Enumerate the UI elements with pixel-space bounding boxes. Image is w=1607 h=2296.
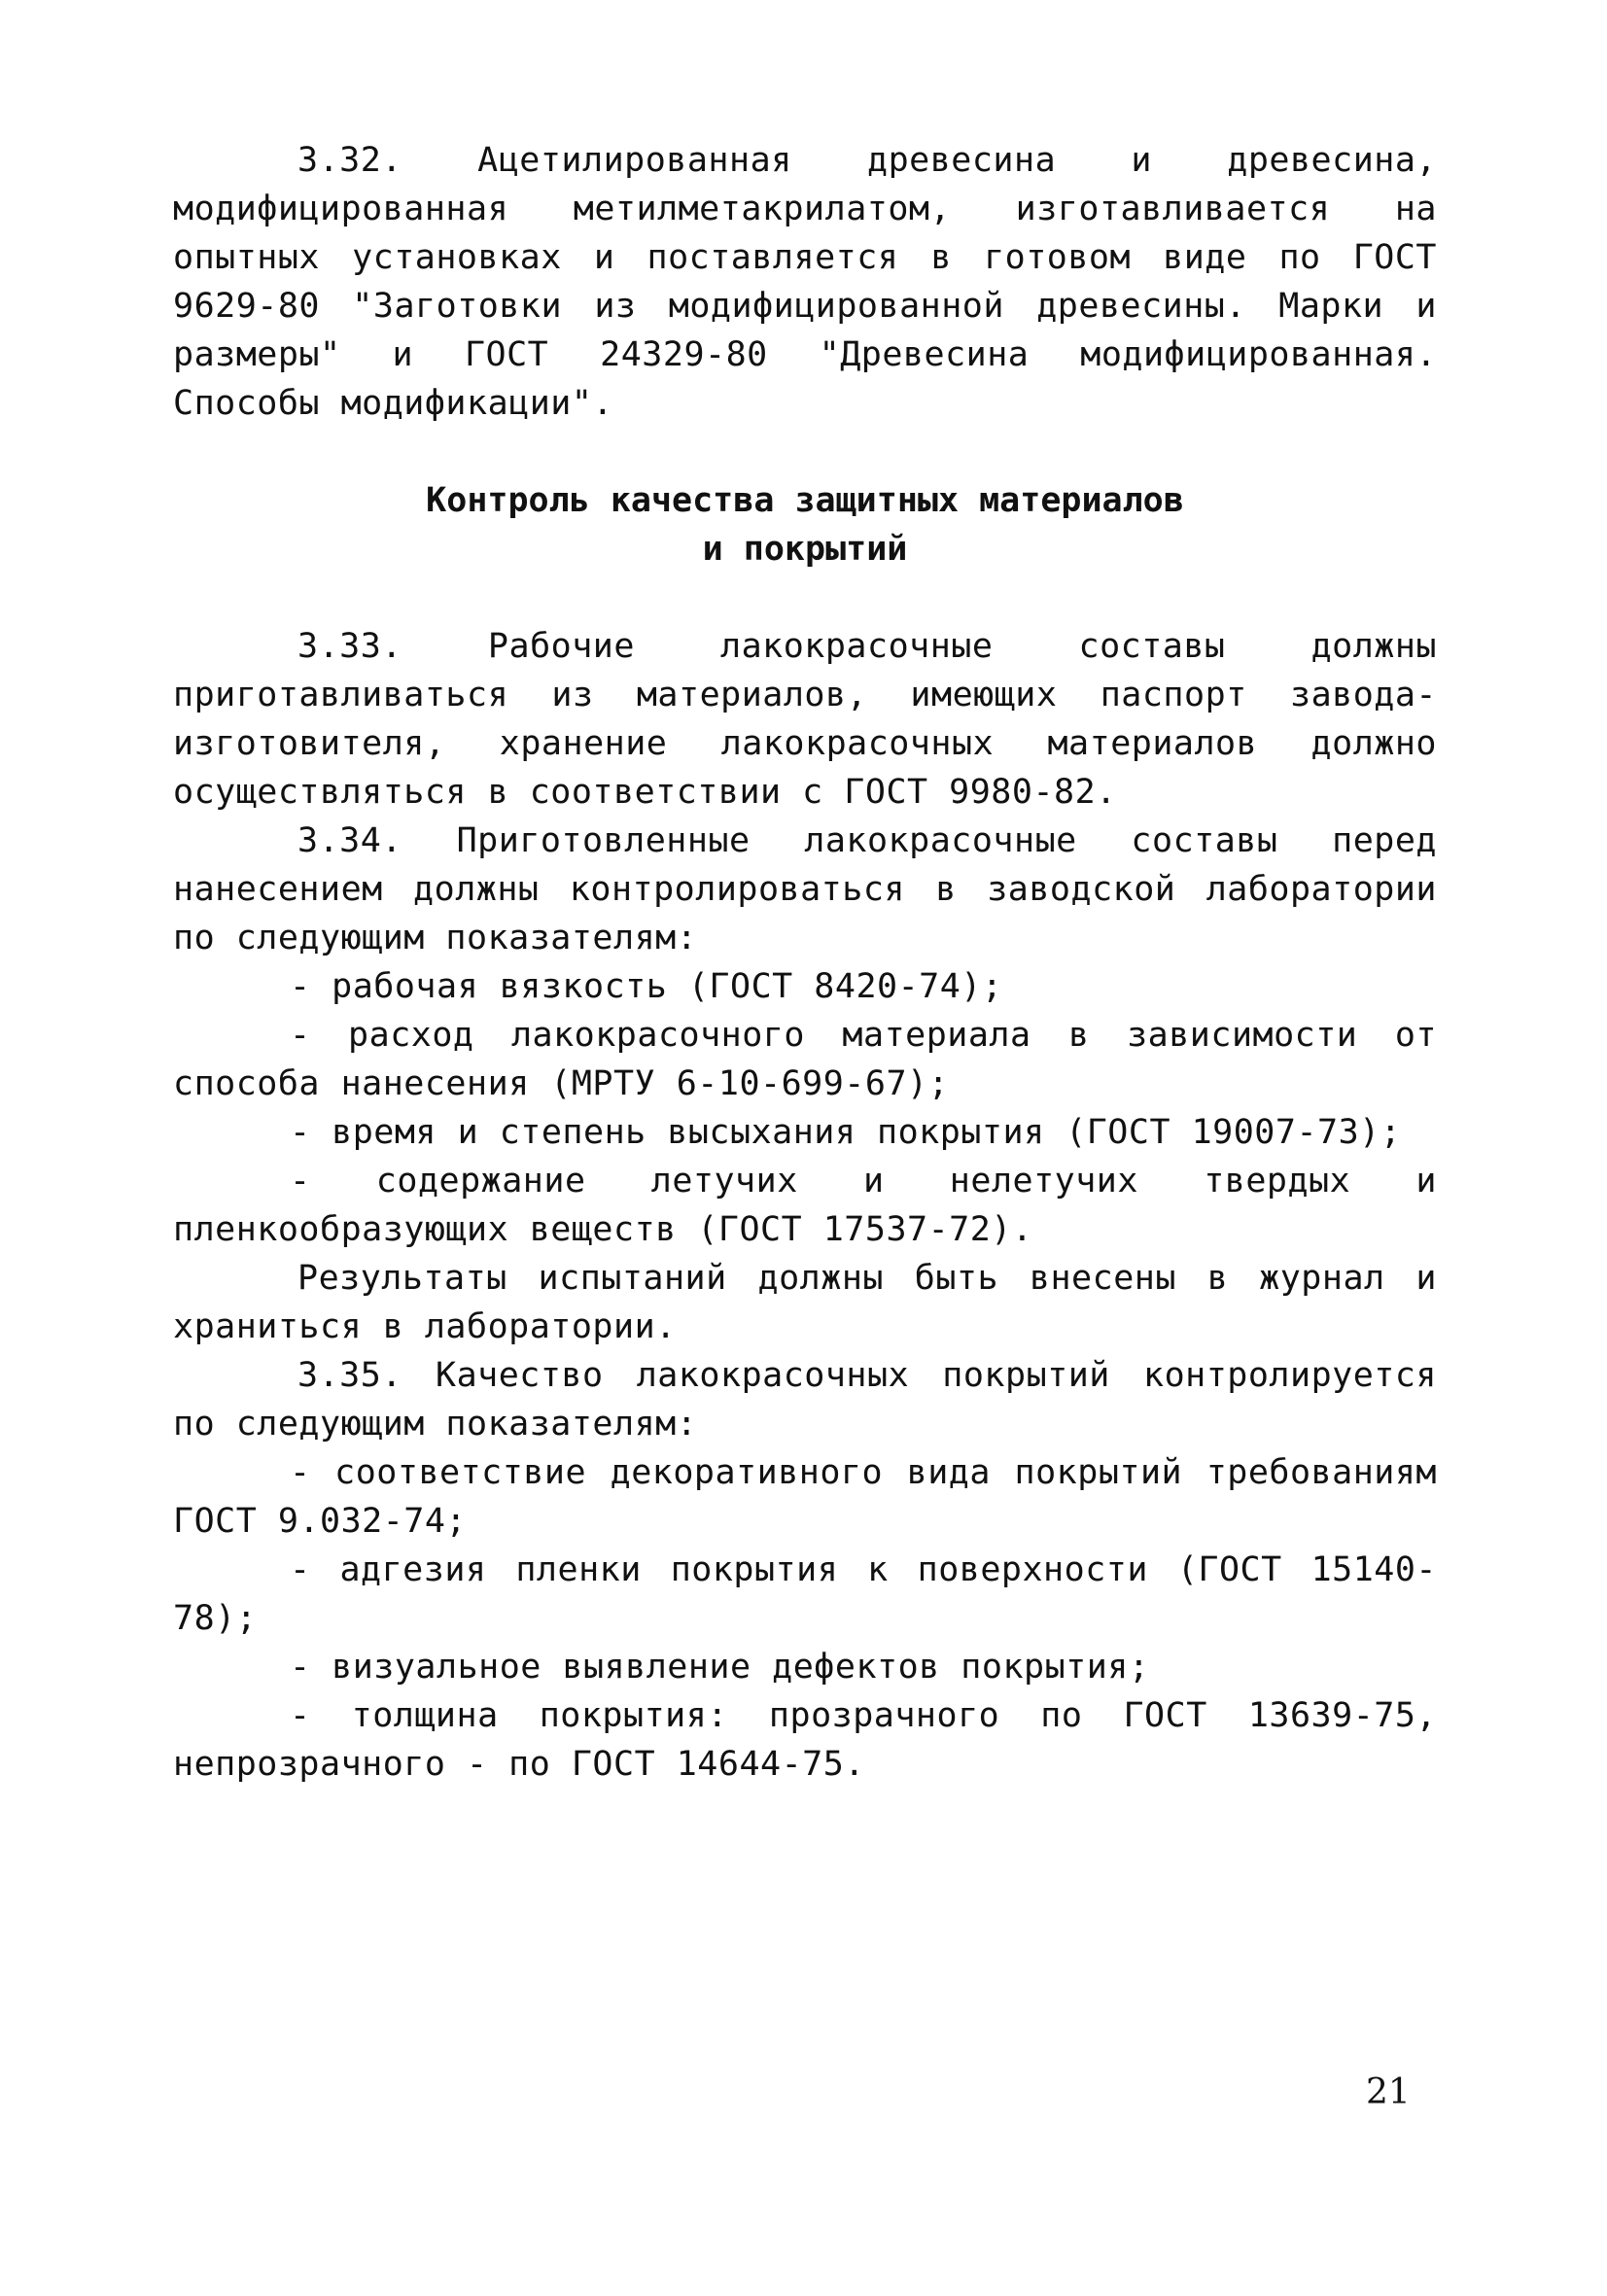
paragraph-3-35-intro: 3.35. Качество лакокрасочных покрытий контролируется по следующим показателям: [173,1356,1437,1444]
heading-line-2: и покрытий [702,530,908,569]
list-item: - время и степень высыхания покрытия (ГОСТ 19007-73); [290,1113,1402,1152]
page-number: 21 [1366,2072,1411,2112]
list-item: - содержание летучих и нелетучих твердых и пленкообразующих веществ (ГОСТ 17537-72). [173,1162,1437,1249]
list-item: - адгезия пленки покрытия к поверхности (ГОСТ 15140-78); [173,1550,1437,1638]
paragraph-3-34-intro: 3.34. Приготовленные лакокрасочные составы перед нанесением должны контролироваться в заводской лаборатории по следующим показателям: [173,821,1437,957]
list-item: - расход лакокрасочного материала в зависимости от способа нанесения (МРТУ 6-10-699-67); [173,1016,1437,1103]
section-3-32 [173,136,1437,428]
list-item: - визуальное выявление дефектов покрытия; [290,1648,1150,1687]
list-item: - рабочая вязкость (ГОСТ 8420-74); [290,967,1003,1006]
heading-line-1: Контроль качества защитных материалов [426,481,1184,520]
section-3-33-to-3-35 [173,622,1437,1789]
list-item: - толщина покрытия: прозрачного по ГОСТ 13639-75, непрозрачного - по ГОСТ 14644-75. [173,1696,1437,1784]
paragraph-3-32: 3.32. Ацетилированная древесина и древесина, модифицированная метилметакрилатом, изготавливается на опытных установках и поставляется в готовом виде по ГОСТ 9629-80 "Заготовки из модифицированной древесины. Марки и размеры" и ГОСТ 24329-80 "Древесина модифицированная. Способы модификации". [173,141,1437,423]
section-heading [173,476,1437,574]
paragraph-3-33: 3.33. Рабочие лакокрасочные составы должны приготавливаться из материалов, имеющих паспорт завода-изготовителя, хранение лакокрасочных материалов должно осуществляться в соответствии с ГОСТ 9980-82. [173,627,1437,812]
list-item: - соответствие декоративного вида покрытий требованиям ГОСТ 9.032-74; [173,1453,1437,1541]
paragraph-3-34-results: Результаты испытаний должны быть внесены в журнал и храниться в лаборатории. [173,1259,1437,1346]
